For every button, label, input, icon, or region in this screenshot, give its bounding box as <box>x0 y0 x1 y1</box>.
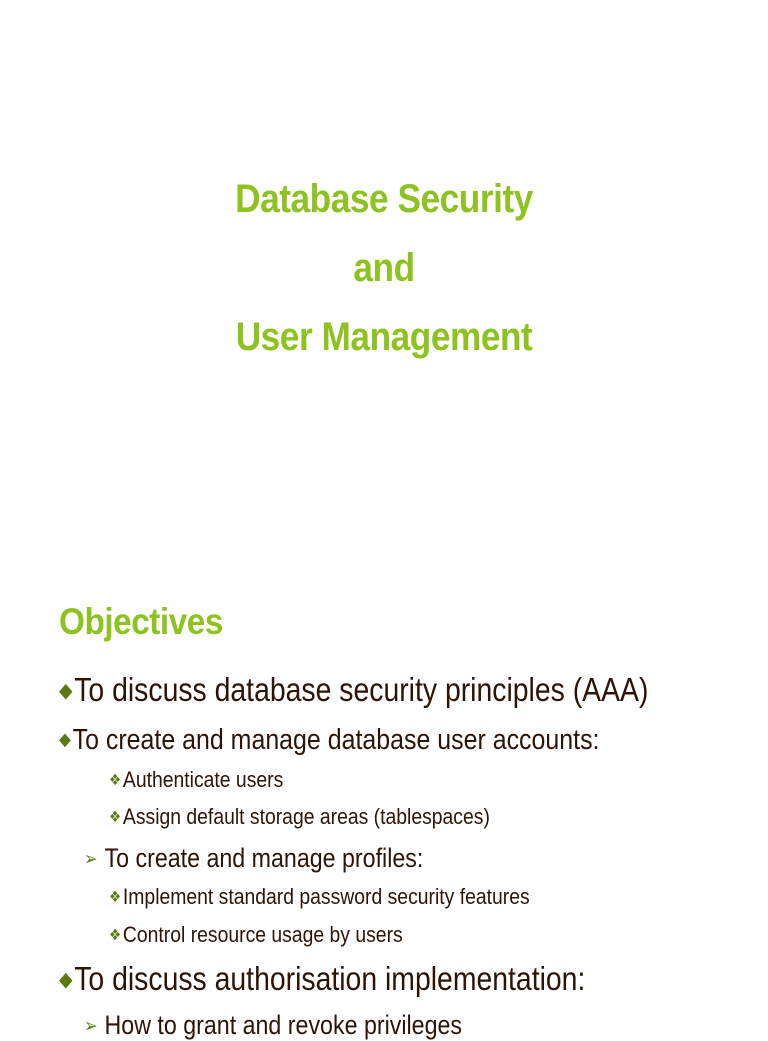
objective-subitem-text: Control resource usage by users <box>122 922 403 947</box>
objective-subitem <box>109 884 530 910</box>
title-line-2: and <box>353 246 415 290</box>
diamond-bullet-icon: ◆ <box>59 729 71 750</box>
four-diamond-bullet-icon: ❖ <box>109 809 122 827</box>
objective-item-text: To create and manage database user accounts: <box>72 724 600 756</box>
objective-item <box>84 1010 462 1041</box>
objective-item-text: To discuss database security principles (AAA) <box>74 671 649 708</box>
objective-subitem <box>109 767 283 793</box>
diamond-bullet-icon: ◆ <box>59 967 73 991</box>
four-diamond-bullet-icon: ❖ <box>109 772 122 790</box>
arrowhead-bullet-icon: ➢ <box>84 848 98 870</box>
objective-item-text: To create and manage profiles: <box>104 843 424 873</box>
objective-item <box>59 724 599 757</box>
objective-item-text: How to grant and revoke privileges <box>104 1010 463 1040</box>
objective-item <box>59 671 648 709</box>
objective-subitem-text: Implement standard password security features <box>122 884 530 909</box>
objective-subitem <box>109 922 403 948</box>
objectives-heading: Objectives <box>59 601 223 642</box>
title-slide <box>0 165 768 372</box>
objective-subitem-text: Authenticate users <box>122 767 284 792</box>
objective-item-text: To discuss authorisation implementation: <box>74 960 586 997</box>
objective-item <box>59 960 585 998</box>
objective-item <box>84 843 423 874</box>
arrowhead-bullet-icon: ➢ <box>84 1015 98 1037</box>
objective-subitem-text: Assign default storage areas (tablespaces) <box>122 804 490 829</box>
four-diamond-bullet-icon: ❖ <box>109 889 122 907</box>
four-diamond-bullet-icon: ❖ <box>109 927 122 945</box>
title-line-1: Database Security <box>235 177 533 221</box>
title-line-3: User Management <box>235 315 533 359</box>
objective-subitem <box>109 804 490 830</box>
diamond-bullet-icon: ◆ <box>59 678 73 702</box>
